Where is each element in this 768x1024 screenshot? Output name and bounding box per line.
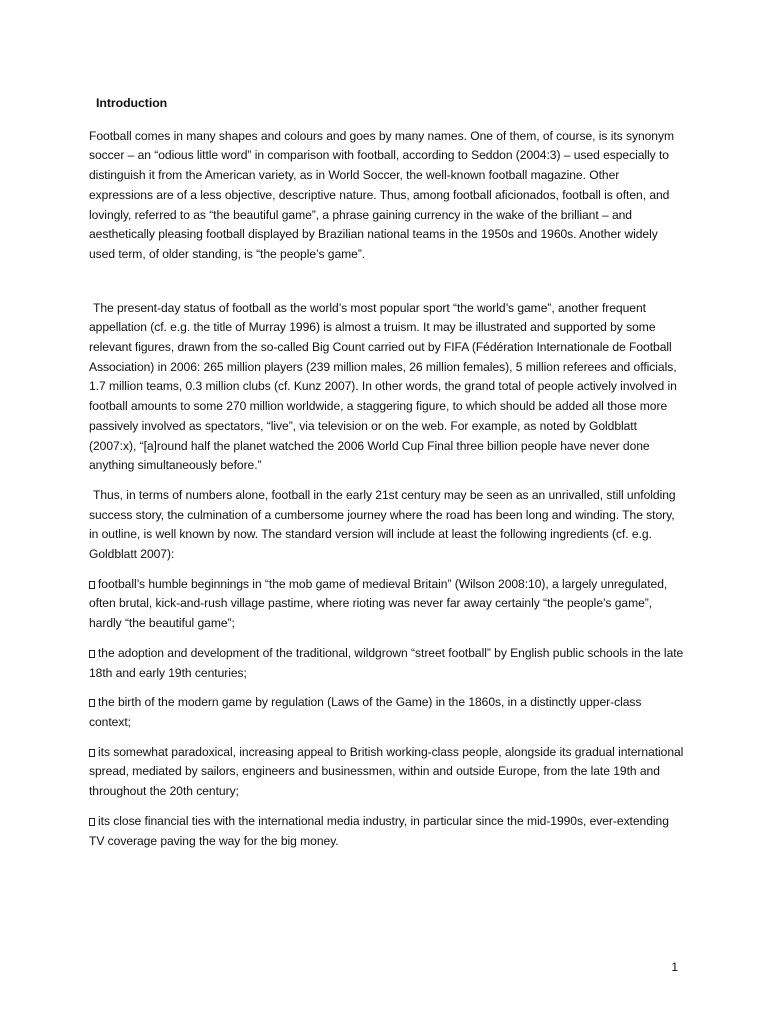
bullet-square-icon <box>89 749 95 757</box>
list-item <box>89 575 685 634</box>
bullet-square-icon <box>89 650 95 658</box>
list-item <box>89 644 685 683</box>
paragraph-1: Football comes in many shapes and colours and goes by many names. One of them, of course, is its synonym soccer – an “odious little word” in comparison with football, according to Seddon (2004:3) – used especially to distinguish it from the American variety, as in World Soccer, the well-known football magazine. Other expressions are of a less objective, descriptive nature. Thus, among football aficionados, football is often, and lovingly, referred to as “the beautiful game”, a phrase gaining currency in the wake of the brilliant – and aesthetically pleasing football displayed by Brazilian national teams in the 1950s and 1960s. Another widely used term, of older standing, is “the people’s game”. <box>89 128 674 261</box>
list-item-text: football’s humble beginnings in “the mob game of medieval Britain” (Wilson 2008:10), a largely unregulated, often brutal, kick-and-rush village pastime, where rioting was never far away certainly “the people’s game”, hardly “the beautiful game”; <box>89 576 668 631</box>
page-number: 1 <box>671 960 678 974</box>
list-item-text: the adoption and development of the traditional, wildgrown “street football” by English public schools in the late 18th and early 19th centuries; <box>89 645 684 680</box>
list-item <box>89 693 685 732</box>
list-item-text: the birth of the modern game by regulation (Laws of the Game) in the 1860s, in a distinctly upper-class context; <box>89 695 642 729</box>
list-item <box>89 812 685 851</box>
list-item <box>89 743 685 802</box>
bullet-square-icon <box>89 581 95 589</box>
document-body <box>89 94 685 861</box>
bullet-square-icon <box>89 699 95 707</box>
section-heading: Introduction <box>96 96 168 110</box>
list-item-text: its somewhat paradoxical, increasing appeal to British working-class people, alongside its gradual international spread, mediated by sailors, engineers and businessmen, within and outside Europe, from the late 19th and throughout the 20th century; <box>89 744 684 799</box>
paragraph-2: The present-day status of football as the world’s most popular sport “the world’s game”, another frequent appellation (cf. e.g. the title of Murray 1996) is almost a truism. It may be illustrated and supported by some relevant figures, drawn from the so-called Big Count carried out by FIFA (Fédération Internationale de Football Association) in 2006: 265 million players (239 million males, 26 million females), 5 million referees and officials, 1.7 million teams, 0.3 million clubs (cf. Kunz 2007). In other words, the grand total of people actively involved in football amounts to some 270 million worldwide, a staggering figure, to which should be added all those more passively involved as spectators, “live”, via television or on the web. For example, as noted by Goldblatt (2007:x), “[a]round half the planet watched the 2006 World Cup Final three billion people have never done anything simultaneously before.” <box>89 300 677 473</box>
list-item-text: its close financial ties with the international media industry, in particular since the mid-1990s, ever-extending TV coverage paving the way for the big money. <box>89 813 669 848</box>
paragraph-3: Thus, in terms of numbers alone, football in the early 21st century may be seen as an unrivalled, still unfolding success story, the culmination of a cumbersome journey where the road has been long and winding. The story, in outline, is well known by now. The standard version will include at least the following ingredients (cf. e.g. Goldblatt 2007): <box>89 487 676 562</box>
bullet-square-icon <box>89 818 95 826</box>
